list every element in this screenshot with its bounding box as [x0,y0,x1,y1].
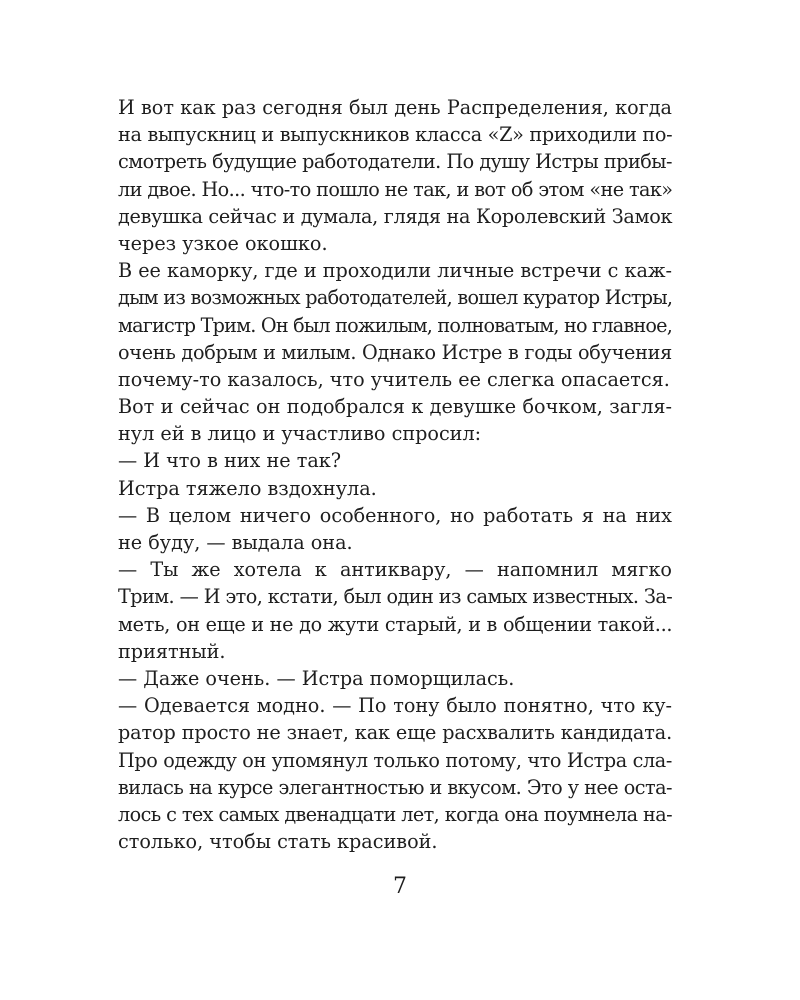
text-line: столько, чтобы стать красивой. [118,830,438,854]
text-line: И вот как раз сегодня был день Распределения, когда [118,96,672,119]
text-line: — В целом ничего особенного, но работать я на них [118,503,672,527]
text-line: ратор просто не знает, как еще расхвалить кандидата. [118,721,673,745]
text-line: магистр Трим. Он был пожилым, полноватым, но главное, [118,313,672,337]
text-line: Про одежду он упомянул только потому, что Истра сла- [118,748,672,772]
text-line: — И что в них не так? [118,449,342,473]
text-line: Вот и сейчас он подобрался к девушке бочком, загля- [118,395,672,419]
text-line: дым из возможных работодателей, вошел куратор Истры, [118,286,673,310]
text-line: Трим. — И это, кстати, был один из самых известных. За- [118,585,673,609]
text-line: меть, он еще и не до жути старый, и в общении такой... [118,612,673,636]
text-line: В ее каморку, где и проходили личные встречи с каж- [118,259,672,283]
text-line: почему-то казалось, что учитель ее слегка опасается. [118,367,670,391]
text-line: ли двое. Но... что-то пошло не так, и вот об этом «не так» [118,177,673,201]
text-line: Истра тяжело вздохнула. [118,476,377,500]
text-line: приятный. [118,639,226,663]
text-line: смотреть будущие работодатели. По душу Истры прибы- [118,150,672,174]
text-line: — Одевается модно. — По тону было понятно, что ку- [118,694,672,718]
text-line: не буду, — выдала она. [118,531,353,554]
text-line: — Ты же хотела к антиквару, — напомнил мягко [118,558,672,582]
text-line: нул ей в лицо и участливо спросил: [118,422,482,446]
text-line: на выпускниц и выпускников класса «Z» приходили по- [118,123,673,147]
text-line: девушка сейчас и думала, глядя на Королевский Замок [118,204,673,228]
text-line: — Даже очень. — Истра поморщилась. [118,666,515,690]
text-line: через узкое окошко. [118,231,328,255]
text-line: вилась на курсе элегантностью и вкусом. Это у нее оста- [118,775,672,799]
body-text [118,94,672,855]
page-number: 7 [393,874,407,899]
text-line: лось с тех самых двенадцати лет, когда она поумнела на- [118,802,672,826]
text-line: очень добрым и милым. Однако Истре в годы обучения [118,340,672,364]
